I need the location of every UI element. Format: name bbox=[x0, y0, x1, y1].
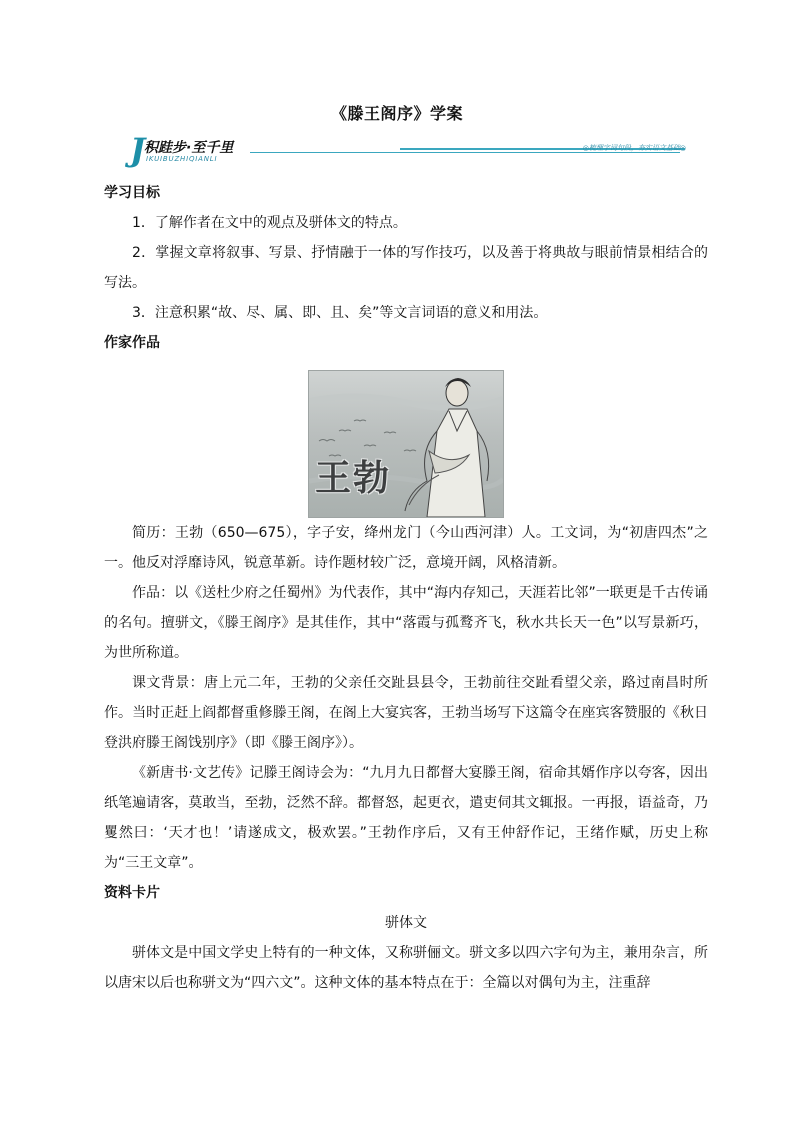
banner-pinyin: IKUIBUZHIQIANLI bbox=[146, 155, 218, 163]
goals-heading: 学习目标 bbox=[104, 185, 160, 201]
page-title: 《滕王阁序》学案 bbox=[330, 104, 463, 123]
author-paragraph: 《新唐书·文艺传》记滕王阁诗会为：“九月九日都督大宴滕王阁，宿命其婿作序以夸客，因出纸笔遍请客，莫敢当，至勃，泛然不辞。都督怒，起更衣，遣吏伺其文辄报。一再报，语益奇，乃矍然曰：‘天才也！’请遂成文，极欢罢。”王勃作序后，又有王仲舒作记，王绪作赋，历史上称为“三王文章”。 bbox=[104, 765, 708, 871]
banner-title: 积跬步·至千里 bbox=[144, 140, 234, 156]
goal-item: 3．注意积累“故、尽、属、即、且、矣”等文言词语的意义和用法。 bbox=[132, 305, 548, 321]
card-title: 骈体文 bbox=[385, 915, 427, 931]
goal-item: 2．掌握文章将叙事、写景、抒情融于一体的写作技巧，以及善于将典故与眼前情景相结合的写法。 bbox=[104, 245, 708, 291]
goal-item: 1．了解作者在文中的观点及骈体文的特点。 bbox=[132, 215, 407, 231]
banner-letter: J bbox=[130, 131, 146, 169]
banner-note: ◎梳理字词句段，夯实语文基础◎ bbox=[582, 144, 686, 152]
portrait-caption: 王勃 bbox=[315, 457, 392, 499]
card-paragraph: 骈体文是中国文学史上特有的一种文体，又称骈俪文。骈文多以四六字句为主，兼用杂言，所以唐宋以后也称骈文为“四六文”。这种文体的基本特点在于：全篇以对偶句为主，注重辞 bbox=[104, 945, 708, 991]
card-heading: 资料卡片 bbox=[104, 885, 160, 901]
author-portrait bbox=[308, 370, 504, 518]
author-heading: 作家作品 bbox=[104, 335, 160, 351]
author-paragraph: 课文背景：唐上元二年，王勃的父亲任交趾县县令，王勃前往交趾看望父亲，路过南昌时所作。当时正赶上阎都督重修滕王阁，在阁上大宴宾客，王勃当场写下这篇令在座宾客赞服的《秋日登洪府滕王阁饯别序》（即《滕王阁序》）。 bbox=[104, 675, 708, 751]
section-banner bbox=[130, 131, 696, 169]
document-body bbox=[104, 178, 708, 998]
author-paragraph: 作品：以《送杜少府之任蜀州》为代表作，其中“海内存知己，天涯若比邻”一联更是千古传诵的名句。擅骈文，《滕王阁序》是其佳作，其中“落霞与孤鹜齐飞，秋水共长天一色”以写景新巧，为世所称道。 bbox=[104, 585, 708, 661]
author-paragraph: 简历：王勃（650—675），字子安，绛州龙门（今山西河津）人。工文词，为“初唐四杰”之一。他反对浮靡诗风，锐意革新。诗作题材较广泛，意境开阔，风格清新。 bbox=[104, 525, 708, 571]
